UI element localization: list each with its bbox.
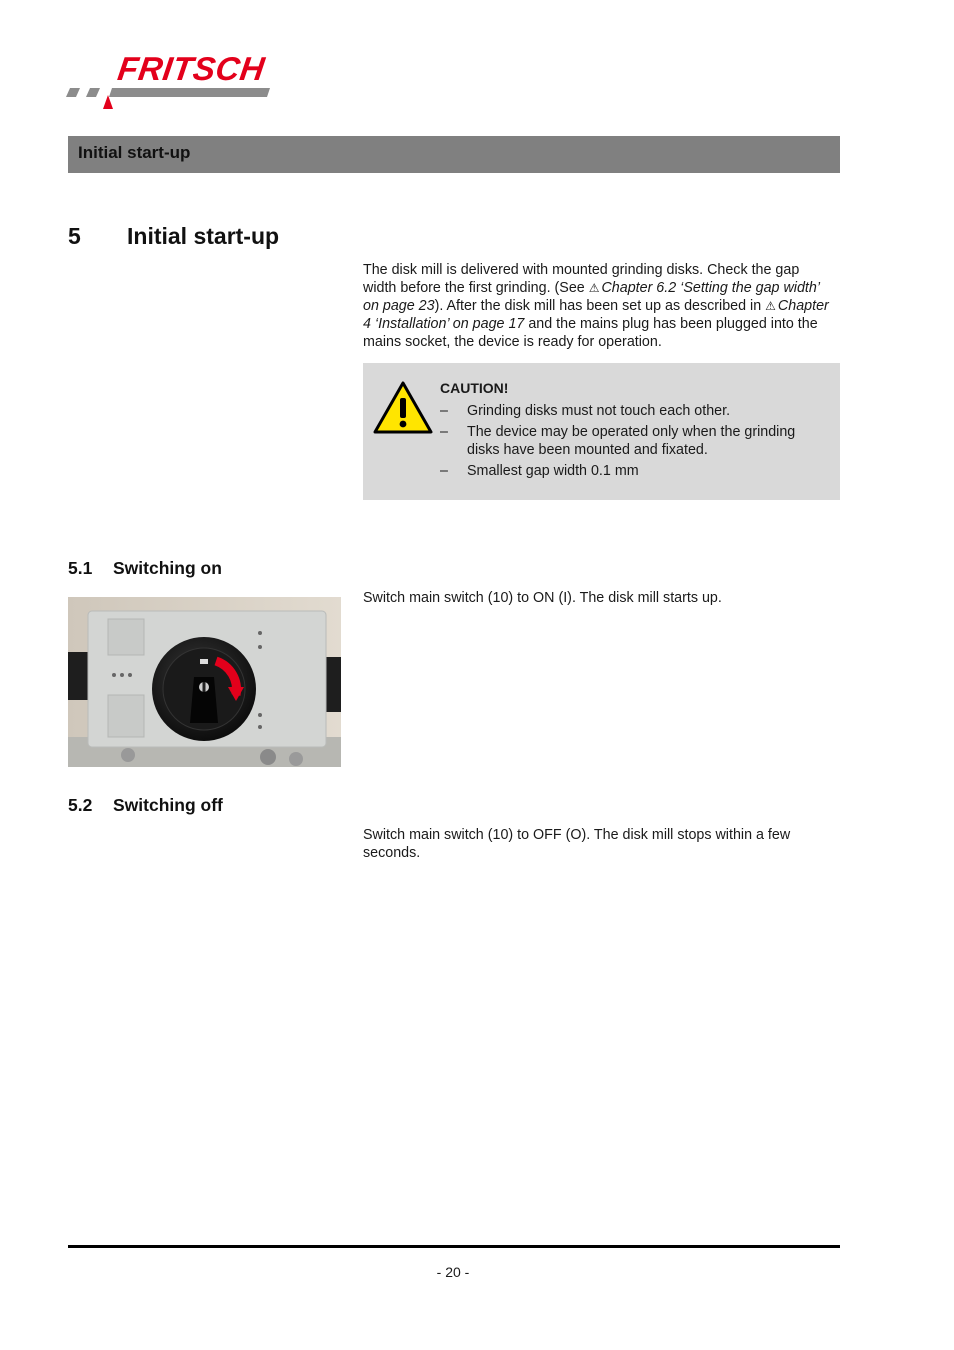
switching-off-text: Switch main switch (10) to OFF (O). The disk mill stops within a few seconds.	[363, 827, 791, 861]
section-header-title: Initial start-up	[78, 143, 191, 162]
caution-list	[440, 402, 830, 483]
chapter-6-2-link[interactable]: Chapter 6.2 ‘Setting the gap width’ on page 23	[363, 280, 820, 314]
ref-arrow-icon: ⚠︎	[588, 281, 600, 295]
caution-item	[440, 423, 830, 459]
logo-wordmark: FRITSCH	[115, 50, 268, 87]
intro-text-3: and the mains plug has been plugged into the mains socket, the device is ready for operation.	[363, 316, 818, 350]
fritsch-logo	[66, 50, 286, 112]
chapter-4-link[interactable]: Chapter 4 ‘Installation’ on page 17	[363, 298, 829, 332]
caution-item-text: Grinding disks must not touch each other.	[467, 403, 731, 419]
section-title: Switching on	[113, 558, 222, 578]
list-dash: –	[440, 424, 448, 440]
section-heading-switching-off	[68, 795, 223, 816]
caution-title: CAUTION!	[440, 380, 509, 396]
section-title: Switching off	[113, 795, 223, 815]
caution-box	[363, 363, 840, 500]
warning-triangle-icon	[373, 381, 433, 435]
intro-text-1: The disk mill is delivered with mounted grinding disks. Check the gap width before the first grinding. (See	[363, 262, 800, 296]
chapter-title: Initial start-up	[127, 223, 280, 249]
switching-on-text: Switch main switch (10) to ON (I). The disk mill starts up.	[363, 590, 722, 606]
intro-text-2: ). After the disk mill has been set up as described in	[434, 298, 766, 314]
section-number: 5.2	[68, 795, 93, 815]
section-header-bar	[68, 136, 840, 173]
caution-item	[440, 462, 830, 480]
main-switch-illustration	[68, 597, 341, 767]
caution-item-text: The device may be operated only when the grinding disks have been mounted and fixated.	[467, 424, 796, 458]
intro-paragraph	[363, 261, 833, 351]
section-number: 5.1	[68, 558, 93, 578]
page-number: - 20 -	[436, 1264, 470, 1280]
caution-item-text: Smallest gap width 0.1 mm	[467, 463, 639, 479]
list-dash: –	[440, 463, 448, 479]
ref-arrow-icon: ⚠︎	[765, 299, 776, 313]
footer-rule	[68, 1245, 840, 1248]
list-dash: –	[440, 403, 448, 419]
caution-item	[440, 402, 830, 420]
section-heading-switching-on	[68, 558, 222, 579]
main-switch-photo	[68, 597, 341, 767]
chapter-number: 5	[68, 223, 81, 249]
